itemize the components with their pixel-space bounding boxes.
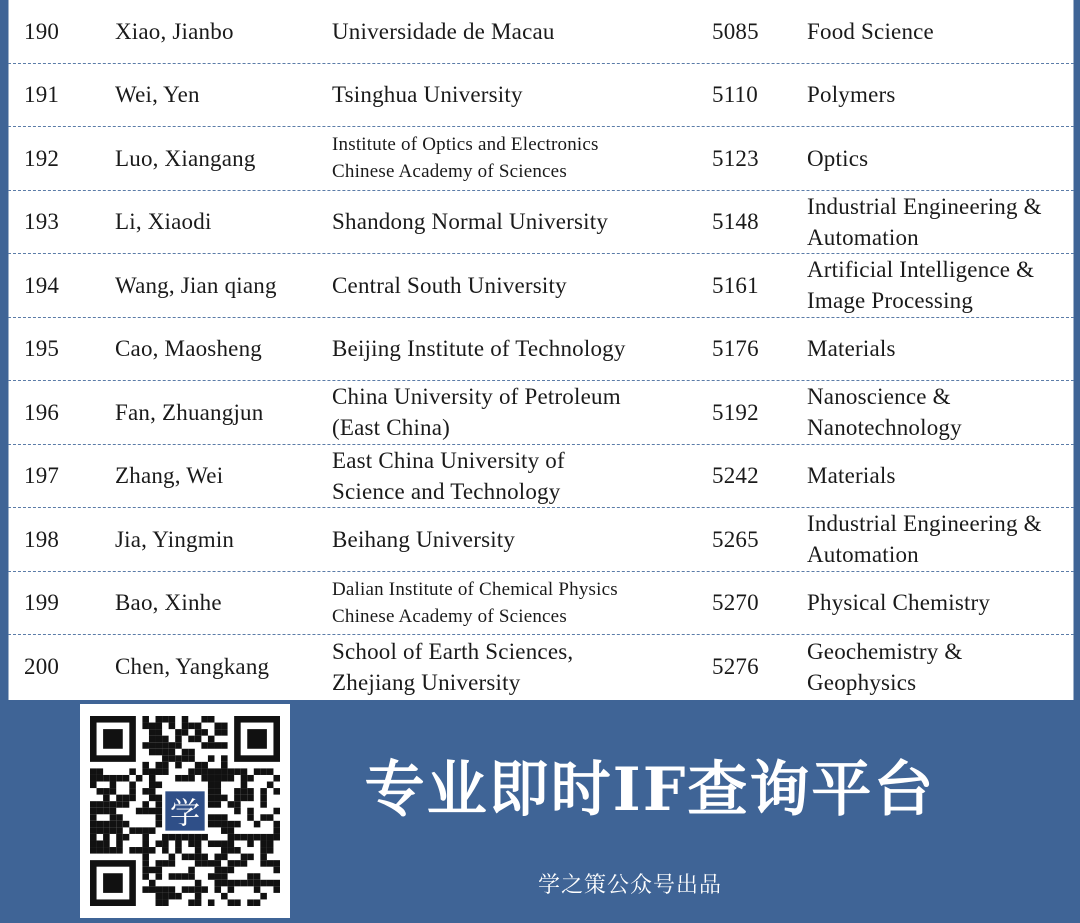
qr-finder-pattern: [90, 716, 136, 762]
institution-cell: Tsinghua University: [332, 82, 523, 108]
field-cell: Nanoscience & Nanotechnology: [807, 384, 962, 441]
rank-cell: 197: [24, 463, 60, 489]
table-row: [8, 572, 1074, 636]
number-cell: 5242: [712, 463, 759, 489]
number-cell: 5265: [712, 526, 759, 552]
author-name-cell: Jia, Yingmin: [115, 526, 235, 552]
table-row: [8, 381, 1074, 445]
table-row: [8, 318, 1074, 382]
author-name-cell: Wang, Jian qiang: [115, 272, 277, 298]
rank-cell: 194: [24, 272, 60, 298]
ranking-table: [8, 0, 1074, 700]
qr-finder-pattern: [90, 860, 136, 906]
number-cell: 5148: [712, 209, 759, 235]
institution-cell: School of Earth Sciences, Zhejiang University: [332, 638, 574, 695]
field-cell: Geochemistry & Geophysics: [807, 638, 963, 695]
institution-cell: Beijing Institute of Technology: [332, 336, 626, 362]
table-row: [8, 635, 1074, 699]
table-row: [8, 64, 1074, 128]
number-cell: 5192: [712, 399, 759, 425]
rank-cell: 190: [24, 18, 60, 44]
number-cell: 5176: [712, 336, 759, 362]
qr-code: [80, 704, 290, 918]
qr-code-image: [90, 716, 280, 906]
field-cell: Optics: [807, 145, 869, 171]
author-name-cell: Bao, Xinhe: [115, 590, 222, 616]
number-cell: 5110: [712, 82, 758, 108]
number-cell: 5270: [712, 590, 759, 616]
qr-logo-text: 学: [169, 796, 201, 832]
institution-cell: Institute of Optics and Electronics Chinese Academy of Sciences: [332, 134, 599, 183]
number-cell: 5123: [712, 145, 759, 171]
table-row: [8, 254, 1074, 318]
field-cell: Polymers: [807, 82, 896, 108]
author-name-cell: Wei, Yen: [115, 82, 200, 108]
institution-cell: China University of Petroleum (East China): [332, 384, 621, 441]
institution-cell: Beihang University: [332, 526, 516, 552]
field-cell: Materials: [807, 463, 896, 489]
number-cell: 5085: [712, 18, 759, 44]
rank-cell: 193: [24, 209, 60, 235]
rank-cell: 192: [24, 145, 60, 171]
rank-cell: 199: [24, 590, 60, 616]
table-row: [8, 445, 1074, 509]
slogan-title: 专业即时IF查询平台: [364, 755, 936, 825]
author-name-cell: Zhang, Wei: [115, 463, 224, 489]
institution-cell: Central South University: [332, 272, 567, 298]
author-name-cell: Xiao, Jianbo: [115, 18, 234, 44]
field-cell: Industrial Engineering & Automation: [807, 193, 1042, 250]
field-cell: Physical Chemistry: [807, 590, 991, 616]
table-row: [8, 0, 1074, 64]
table-row: [8, 191, 1074, 255]
rank-cell: 195: [24, 336, 60, 362]
rank-cell: 196: [24, 399, 60, 425]
qr-finder-pattern: [234, 716, 280, 762]
author-name-cell: Chen, Yangkang: [115, 654, 270, 680]
table-row: [8, 127, 1074, 191]
institution-cell: East China University of Science and Technology: [332, 447, 565, 504]
field-cell: Food Science: [807, 18, 934, 44]
field-cell: Industrial Engineering & Automation: [807, 511, 1042, 568]
number-cell: 5161: [712, 272, 759, 298]
author-name-cell: Li, Xiaodi: [115, 209, 212, 235]
rank-cell: 191: [24, 82, 60, 108]
publisher-credit: 学之策公众号出品: [537, 873, 722, 898]
table-row: [8, 508, 1074, 572]
rank-cell: 198: [24, 526, 60, 552]
institution-cell: Shandong Normal University: [332, 209, 609, 235]
institution-cell: Dalian Institute of Chemical Physics Chinese Academy of Sciences: [332, 578, 618, 627]
author-name-cell: Fan, Zhuangjun: [115, 399, 264, 425]
number-cell: 5276: [712, 654, 759, 680]
author-name-cell: Luo, Xiangang: [115, 145, 256, 171]
field-cell: Materials: [807, 336, 896, 362]
institution-cell: Universidade de Macau: [332, 18, 555, 44]
footer-banner: [0, 700, 1080, 923]
field-cell: Artificial Intelligence & Image Processing: [807, 257, 1035, 314]
author-name-cell: Cao, Maosheng: [115, 336, 262, 362]
rank-cell: 200: [24, 654, 60, 680]
